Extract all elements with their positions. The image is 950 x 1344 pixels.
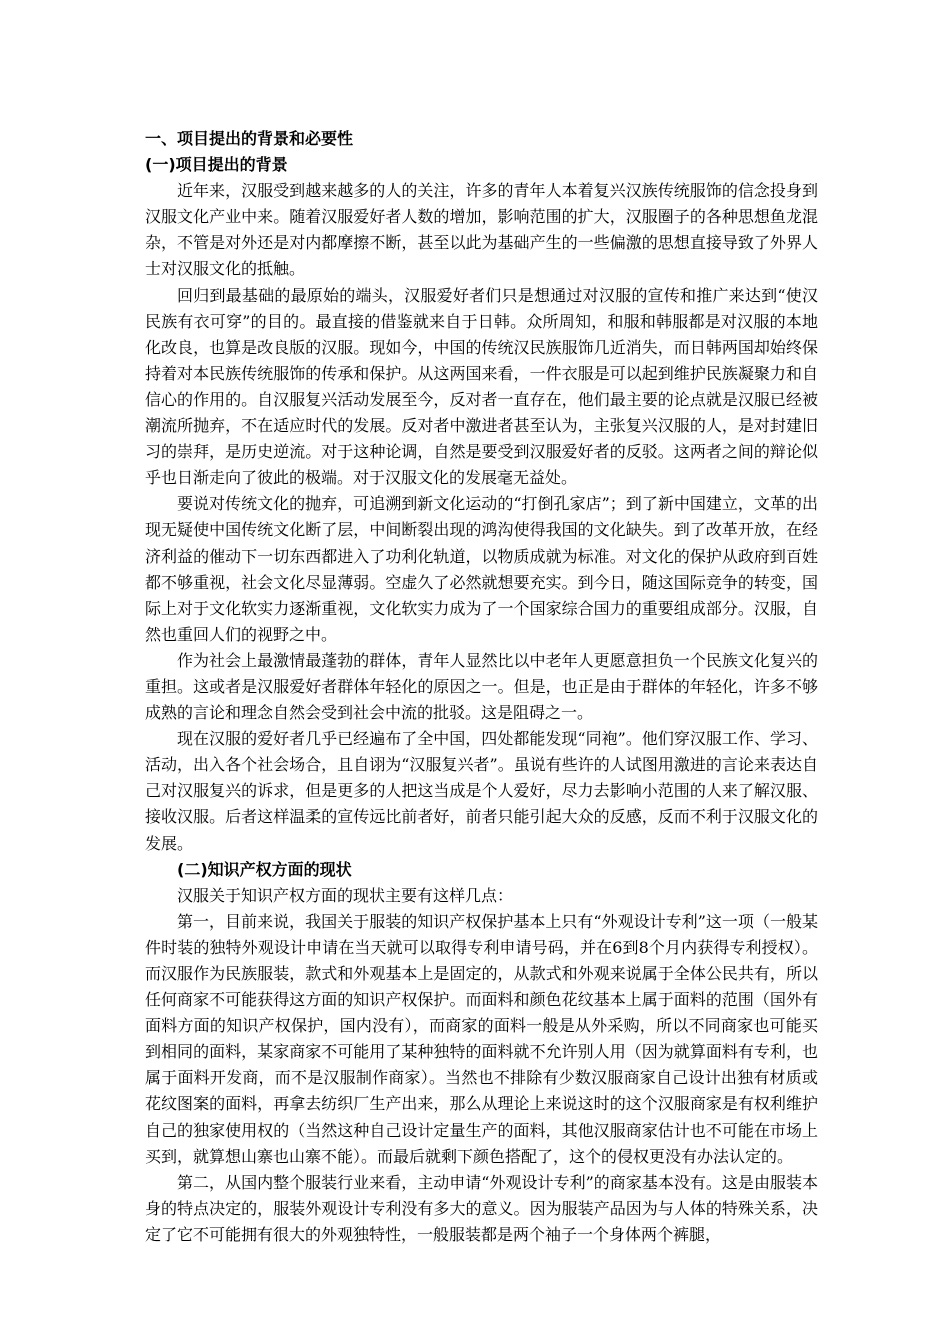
paragraph: 要说对传统文化的抛弃，可追溯到新文化运动的“打倒孔家店”；到了新中国建立，文革的出现无疑使中国传统文化断了层，中间断裂出现的鸿沟使得我国的文化缺失。到了改革开放，在经济利益的催动下一切东西都进入了功利化轨道，以物质成就为标准。对文化的保护从政府到百姓都不够重视，社会文化尽显薄弱。空虚久了必然就想要充实。到今日，随这国际竞争的转变，国际上对于文化软实力逐渐重视，文化软实力成为了一个国家综合国力的重要组成部分。汉服，自然也重回人们的视野之中。 (145, 494, 818, 644)
paragraph: 汉服关于知识产权方面的现状主要有这样几点： (177, 885, 514, 905)
paragraph: 现在汉服的爱好者几乎已经遍布了全中国，四处都能发现“同袍”。他们穿汉服工作、学习、活动，出入各个社会场合，且自诩为“汉服复兴者”。虽说有些许的人试图用激进的言论来表达自己对汉服复兴的诉求，但是更多的人把这当成是个人爱好，尽力去影响小范围的人来了解汉服、接收汉服。后者这样温柔的宣传远比前者好，前者只能引起大众的反感，反而不利于汉服文化的发展。 (145, 729, 818, 853)
paragraph: 回归到最基础的最原始的端头，汉服爱好者们只是想通过对汉服的宣传和推广来达到“使汉民族有衣可穿”的目的。最直接的借鉴就来自于日韩。众所周知，和服和韩服都是对汉服的本地化改良，也算是改良版的汉服。现如今，中国的传统汉民族服饰几近消失，而日韩两国却始终保持着对本民族传统服饰的传承和保护。从这两国来看，一件衣服是可以起到维护民族凝聚力和自信心的作用的。自汉服复兴活动发展至今，反对者一直存在，他们最主要的论点就是汉服已经被潮流所抛弃，不在适应时代的发展。反对者中激进者甚至认为，主张复兴汉服的人，是对封建旧习的崇拜，是历史逆流。对于这种论调，自然是要受到汉服爱好者的反驳。这两者之间的辩论似乎也日渐走向了彼此的极端。对于汉服文化的发展毫无益处。 (145, 285, 818, 488)
document-page (145, 126, 818, 1248)
paragraph: 作为社会上最激情最蓬勃的群体，青年人显然比以中老年人更愿意担负一个民族文化复兴的重担。这或者是汉服爱好者群体年轻化的原因之一。但是，也正是由于群体的年轻化，许多不够成熟的言论和理念自然会受到社会中流的批驳。这是阻碍之一。 (145, 650, 818, 723)
section-title: 一、项目提出的背景和必要性 (145, 129, 354, 148)
paragraph: 第二，从国内整个服装行业来看，主动申请“外观设计专利”的商家基本没有。这是由服装本身的特点决定的，服装外观设计专利没有多大的意义。因为服装产品因为与人体的特殊关系，决定了它不可能拥有很大的外观独特性，一般服装都是两个袖子一个身体两个裤腿， (145, 1172, 818, 1244)
subsection-title-ip-status: (二)知识产权方面的现状 (177, 859, 352, 879)
paragraph: 第一，目前来说，我国关于服装的知识产权保护基本上只有“外观设计专利”这一项（一般某件时装的独特外观设计申请在当天就可以取得专利申请号码，并在6到8个月内获得专利授权）。而汉服作为民族服装，款式和外观基本上是固定的，从款式和外观来说属于全体公民共有，所以任何商家不可能获得这方面的知识产权保护。而面料和颜色花纹基本上属于面料的范围（国外有面料方面的知识产权保护，国内没有），而商家的面料一般是从外采购，所以不同商家也可能买到相同的面料，某家商家不可能用了某种独特的面料就不允许别人用（因为就算面料有专利，也属于面料开发商，而不是汉服制作商家）。当然也不排除有少数汉服商家自己设计出独有材质或花纹图案的面料，再拿去纺织厂生产出来，那么从理论上来说这时的这个汉服商家是有权利维护自己的独家使用权的（当然这种自己设计定量生产的面料，其他汉服商家估计也不可能在市场上买到，就算想山寨也山寨不能）。而最后就剩下颜色搭配了，这个的侵权更没有办法认定的。 (145, 911, 818, 1166)
subsection-title-background: (一)项目提出的背景 (145, 155, 288, 175)
paragraph: 近年来，汉服受到越来越多的人的关注，许多的青年人本着复兴汉族传统服饰的信念投身到汉服文化产业中来。随着汉服爱好者人数的增加，影响范围的扩大，汉服圈子的各种思想鱼龙混杂，不管是对外还是对内都摩擦不断，甚至以此为基础产生的一些偏激的思想直接导致了外界人士对汉服文化的抵触。 (145, 181, 818, 279)
